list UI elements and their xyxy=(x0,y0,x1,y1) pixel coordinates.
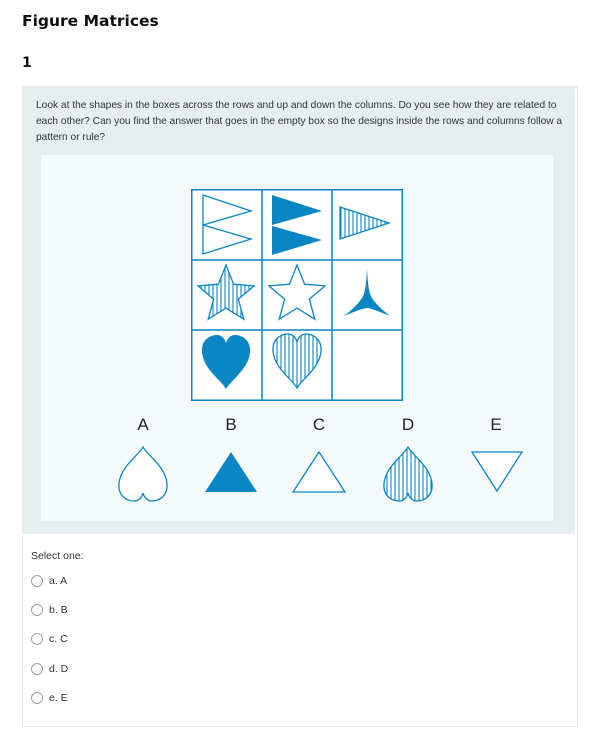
answer-options xyxy=(41,413,553,513)
answer-option-c[interactable] xyxy=(31,633,68,645)
question-number: 1 xyxy=(22,55,32,71)
answer-label: a. A xyxy=(49,575,68,587)
option-label: E xyxy=(490,415,502,434)
radio-button[interactable] xyxy=(31,604,43,616)
radio-button[interactable] xyxy=(31,663,43,675)
radio-button[interactable] xyxy=(31,633,43,645)
heart-outline-upside-down-icon xyxy=(119,447,167,501)
answer-label: d. D xyxy=(49,663,69,675)
option-label: A xyxy=(137,415,149,434)
question-card xyxy=(22,86,578,727)
answer-label: e. E xyxy=(49,692,68,704)
option-label: D xyxy=(401,415,415,434)
option-label: B xyxy=(225,415,237,434)
figure-panel xyxy=(41,155,553,521)
question-box xyxy=(23,89,575,534)
matrix-grid xyxy=(191,189,403,401)
answer-option-a[interactable] xyxy=(31,575,67,587)
question-text: Look at the shapes in the boxes across the rows and up and down the columns. Do you see how they are related to each other? Can you find the answer that goes in the empty box so the designs inside the rows and columns follow a pattern or rule? xyxy=(36,100,563,143)
triangle-outline-icon xyxy=(293,452,345,492)
triangle-outline-inverted-icon xyxy=(472,452,522,491)
answer-option-e[interactable] xyxy=(31,692,68,704)
page-title: Figure Matrices xyxy=(22,12,159,30)
select-one-label: Select one: xyxy=(31,550,84,562)
radio-button[interactable] xyxy=(31,692,43,704)
answer-option-d[interactable] xyxy=(31,663,68,675)
radio-button[interactable] xyxy=(31,575,43,587)
triangle-filled-icon xyxy=(205,452,257,492)
heart-striped-upside-down-icon xyxy=(384,447,432,501)
option-label: C xyxy=(312,415,326,434)
answer-label: c. C xyxy=(49,633,68,645)
answer-label: b. B xyxy=(49,604,68,616)
answer-option-b[interactable] xyxy=(31,604,68,616)
